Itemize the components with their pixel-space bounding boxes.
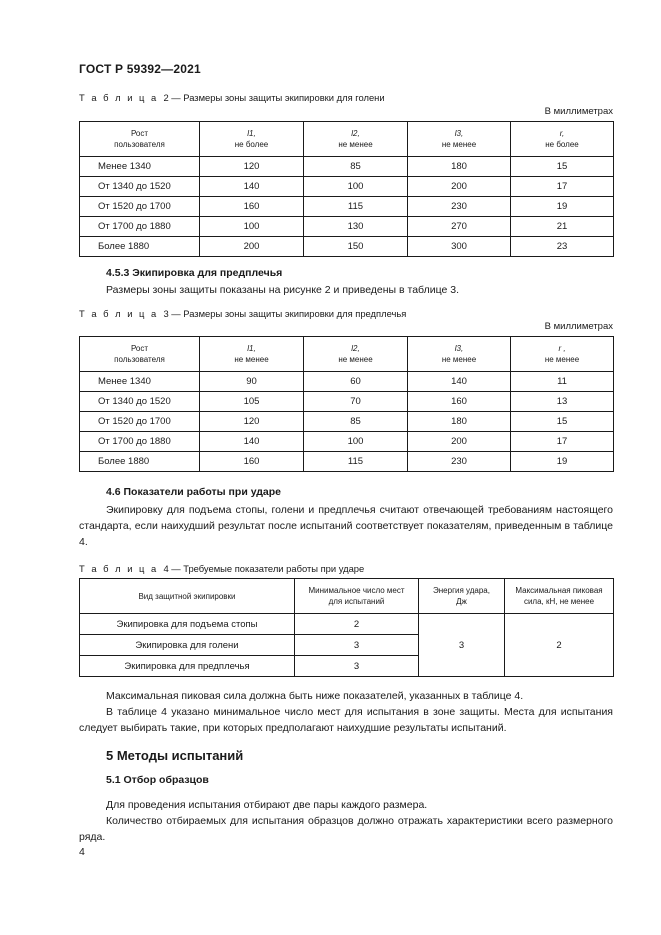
table-cell: 3: [295, 635, 419, 656]
table4-caption-text: 4 — Требуемые показатели работы при ударе: [163, 563, 365, 574]
table-row: [80, 157, 614, 177]
table2-units: В миллиметрах: [544, 106, 613, 117]
table-cell: 100: [304, 177, 408, 197]
table-cell: 60: [304, 372, 408, 392]
section-4-5-3-title: 4.5.3 Экипировка для предплечья: [106, 267, 283, 279]
table2-header-l1: l1, не более: [200, 122, 304, 157]
table-row: [80, 217, 614, 237]
table4-caption: [79, 563, 364, 574]
table-cell: 300: [408, 237, 511, 257]
after-table4-p2: В таблице 4 указано минимальное число мест для испытания в зоне защиты. Места для испытания следует выбирать такие, при которых предполагают наихудшие результаты испытаний.: [79, 706, 613, 734]
table-cell: 160: [200, 197, 304, 217]
table2-header-l2: l2, не менее: [304, 122, 408, 157]
table4-header-type: Вид защитной экипировки: [80, 579, 295, 614]
table-cell: Более 1880: [80, 452, 200, 472]
table2-caption-text: 2 — Размеры зоны защиты экипировки для голени: [163, 92, 385, 103]
table3-caption-text: 3 — Размеры зоны защиты экипировки для предплечья: [163, 308, 407, 319]
table-cell: 115: [304, 452, 408, 472]
table-cell: 17: [511, 432, 614, 452]
table-cell: 120: [200, 412, 304, 432]
table-cell: 90: [200, 372, 304, 392]
table-cell: 160: [200, 452, 304, 472]
table-row: [80, 432, 614, 452]
section-5-1-title: 5.1 Отбор образцов: [106, 774, 209, 786]
table-cell: Менее 1340: [80, 157, 200, 177]
page-number: 4: [79, 846, 85, 858]
table-cell: 200: [408, 432, 511, 452]
table4-header-places: Минимальное число мест для испытаний: [295, 579, 419, 614]
table-row: [80, 372, 614, 392]
table-cell: 100: [200, 217, 304, 237]
table-cell: 19: [511, 197, 614, 217]
table-cell: От 1520 до 1700: [80, 412, 200, 432]
table-row: [80, 452, 614, 472]
table-cell: 140: [408, 372, 511, 392]
table-cell: 180: [408, 157, 511, 177]
table-cell: 13: [511, 392, 614, 412]
table-cell: 230: [408, 197, 511, 217]
table3-header-r: r , не менее: [511, 337, 614, 372]
table4-header-energy: Энергия удара, Дж: [419, 579, 505, 614]
document-header: ГОСТ Р 59392—2021: [79, 62, 201, 76]
table-cell: 85: [304, 157, 408, 177]
table4-energy-cell: 3: [419, 614, 505, 677]
table-row: [80, 392, 614, 412]
table-cell: 200: [408, 177, 511, 197]
table-cell: 11: [511, 372, 614, 392]
table4-force-cell: 2: [505, 614, 614, 677]
table2-caption-prefix: Т а б л и ц а: [79, 92, 159, 103]
table-cell: 100: [304, 432, 408, 452]
table-cell: 19: [511, 452, 614, 472]
table3-header-height: Рост пользователя: [80, 337, 200, 372]
table-cell: 140: [200, 432, 304, 452]
table4: [79, 578, 614, 677]
table-cell: 270: [408, 217, 511, 237]
table-cell: 150: [304, 237, 408, 257]
section-5-1-text: [79, 797, 613, 845]
table-cell: 230: [408, 452, 511, 472]
table-cell: 120: [200, 157, 304, 177]
table-cell: 70: [304, 392, 408, 412]
table-row: [80, 614, 614, 635]
table-cell: Экипировка для предплечья: [80, 656, 295, 677]
table-cell: От 1700 до 1880: [80, 217, 200, 237]
after-table4-text: [79, 688, 613, 736]
table-cell: 115: [304, 197, 408, 217]
table-cell: От 1340 до 1520: [80, 392, 200, 412]
table-cell: 105: [200, 392, 304, 412]
table-cell: 17: [511, 177, 614, 197]
table3-header-l2: l2, не менее: [304, 337, 408, 372]
table-cell: 130: [304, 217, 408, 237]
table-cell: Экипировка для подъема стопы: [80, 614, 295, 635]
table-cell: 140: [200, 177, 304, 197]
table-cell: 200: [200, 237, 304, 257]
table-cell: 23: [511, 237, 614, 257]
section-5-1-p2: Количество отбираемых для испытания образцов должно отражать характеристики всего размерного ряда.: [79, 815, 613, 843]
table-row: [80, 177, 614, 197]
table-cell: 85: [304, 412, 408, 432]
section-5-title: 5 Методы испытаний: [106, 748, 244, 763]
table-cell: 15: [511, 412, 614, 432]
section-4-6-text: Экипировку для подъема стопы, голени и предплечья считают отвечающей требованиям настоящего стандарта, если наихудший результат после испытаний соответствует показателям, приведенным в таблице 4.: [79, 504, 613, 548]
after-table4-p1: Максимальная пиковая сила должна быть ниже показателей, указанных в таблице 4.: [106, 690, 524, 702]
table3: [79, 336, 614, 472]
table-cell: Экипировка для голени: [80, 635, 295, 656]
table2-header-height: Рост пользователя: [80, 122, 200, 157]
table4-caption-prefix: Т а б л и ц а: [79, 563, 159, 574]
table2-header-l3: l3, не менее: [408, 122, 511, 157]
table-cell: 160: [408, 392, 511, 412]
table-cell: Менее 1340: [80, 372, 200, 392]
table-cell: 21: [511, 217, 614, 237]
table4-header-force: Максимальная пиковая сила, кН, не менее: [505, 579, 614, 614]
table-cell: 2: [295, 614, 419, 635]
table-row: [80, 237, 614, 257]
table3-header-row: [80, 337, 614, 372]
table-cell: 15: [511, 157, 614, 177]
table3-header-l3: l3, не менее: [408, 337, 511, 372]
table3-header-l1: l1, не менее: [200, 337, 304, 372]
table-cell: Более 1880: [80, 237, 200, 257]
table-cell: 3: [295, 656, 419, 677]
section-5-1-p1: Для проведения испытания отбирают две пары каждого размера.: [106, 799, 428, 811]
table-row: [80, 412, 614, 432]
table-cell: 180: [408, 412, 511, 432]
table-cell: От 1340 до 1520: [80, 177, 200, 197]
section-4-6-title: 4.6 Показатели работы при ударе: [106, 486, 282, 498]
table2-caption: [79, 92, 385, 103]
table-cell: От 1520 до 1700: [80, 197, 200, 217]
table2-header-r: r, не более: [511, 122, 614, 157]
table-cell: От 1700 до 1880: [80, 432, 200, 452]
table3-caption: [79, 308, 406, 319]
table3-caption-prefix: Т а б л и ц а: [79, 308, 159, 319]
table2: [79, 121, 614, 257]
section-4-5-3-text: Размеры зоны защиты показаны на рисунке 2 и приведены в таблице 3.: [106, 284, 459, 296]
table4-header-row: [80, 579, 614, 614]
table-row: [80, 197, 614, 217]
table3-units: В миллиметрах: [544, 321, 613, 332]
table2-header-row: [80, 122, 614, 157]
